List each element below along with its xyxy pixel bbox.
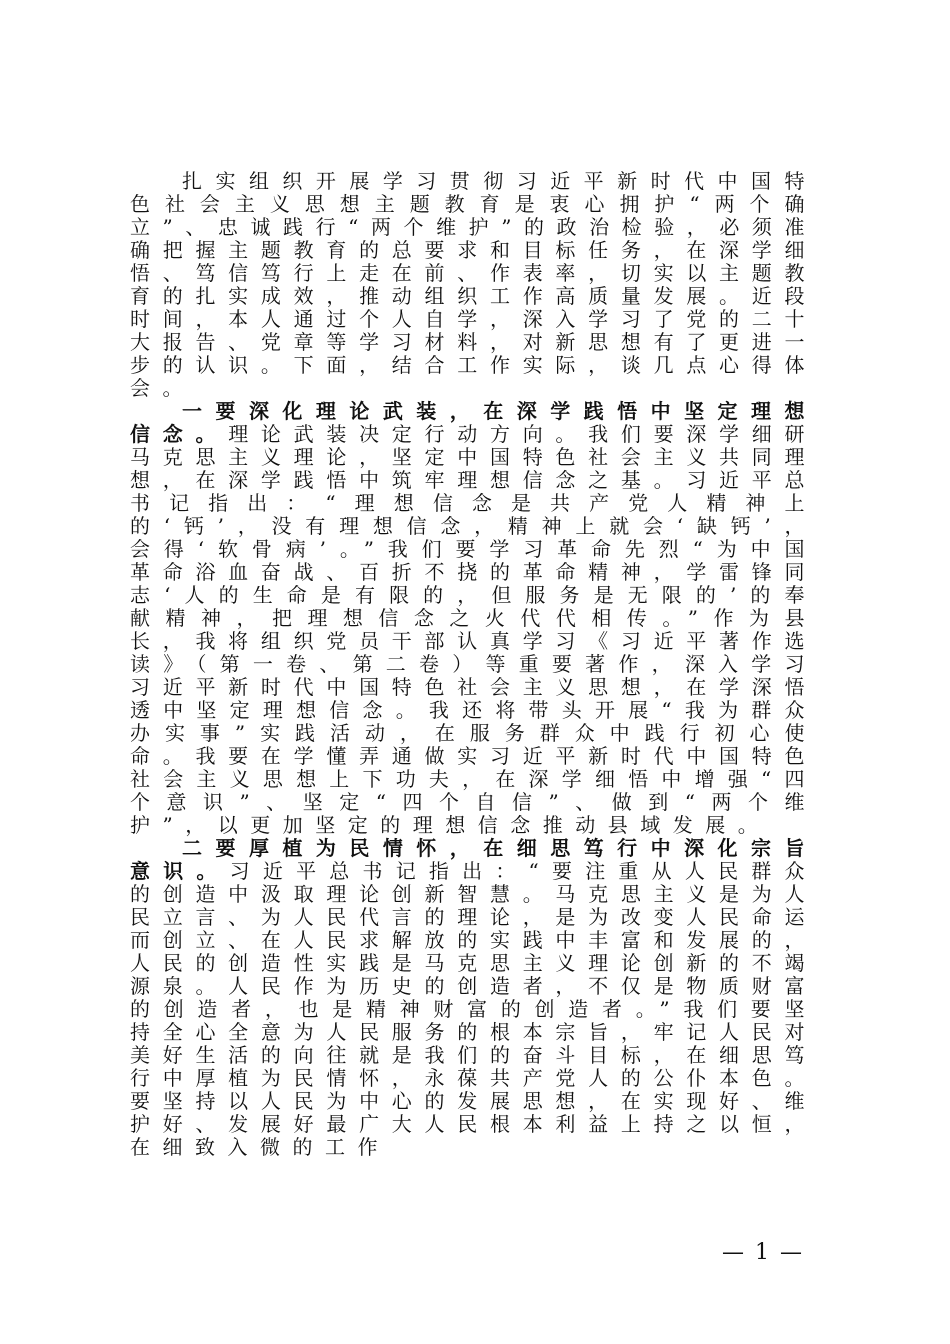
page-number: — 1 — — [722, 1240, 804, 1265]
paragraph-lead: 一要深化理论武装，在深学践悟中坚定理想信念。 — [130, 399, 817, 446]
paragraph-text: 习近平总书记指出：“要注重从人民群众的创造中汲取理论创新智慧。马克思主义是为人民立言、为人民代言的理论，是为改变人民命运而创立、在人民求解放的实践中丰富和发展的，人民的创造性实践是马克思主义理论创新的不竭源泉。人民作为历史的创造者，不仅是物质财富的创造者，也是精神财富的创造者。”我们要坚持全心全意为人民服务的根本宗旨，牢记人民对美好生活的向往就是我们的奋斗目标，在细思笃行中厚植为民情怀，永葆共产党人的公仆本色。要坚持以人民为中心的发展思想，在实现好、维护好、发展好最广大人民根本利益上持之以恒，在细致入微的工作 — [130, 859, 817, 1159]
body-text — [130, 170, 817, 1159]
paragraph-people — [130, 837, 817, 1159]
paragraph-text: 扎实组织开展学习贯彻习近平新时代中国特色社会主义思想主题教育是衷心拥护“两个确立”、忠诚践行“两个维护”的政治检验，必须准确把握主题教育的总要求和目标任务，在深学细悟、笃信笃行上走在前、作表率，切实以主题教育的扎实成效，推动组织工作高质量发展。近段时间，本人通过个人自学，深入学习了党的二十大报告、党章等学习材料，对新思想有了更进一步的认识。下面，结合工作实际，谈几点心得体会。 — [130, 169, 817, 400]
paragraph-intro — [130, 170, 817, 400]
paragraph-text: 理论武装决定行动方向。我们要深学细研马克思主义理论，坚定中国特色社会主义共同理想，在深学践悟中筑牢理想信念之基。习近平总书记指出：“理想信念是共产党人精神上的‘钙’，没有理想信念，精神上就会‘缺钙’，会得‘软骨病’。”我们要学习革命先烈“为中国革命浴血奋战、百折不挠的革命精神，学雷锋同志‘人的生命是有限的，但服务是无限的’的奉献精神，把理想信念之火代代相传。”作为县长，我将组织党员干部认真学习《习近平著作选读》（第一卷、第二卷）等重要著作，深入学习习近平新时代中国特色社会主义思想，在学深悟透中坚定理想信念。我还将带头开展“我为群众办实事”实践活动，在服务群众中践行初心使命。我要在学懂弄通做实习近平新时代中国特色社会主义思想上下功夫，在深学细悟中增强“四个意识”、坚定“四个自信”、做到“两个维护”，以更加坚定的理想信念推动县域发展。 — [130, 422, 818, 837]
paragraph-lead: 二要厚植为民情怀，在细思笃行中深化宗旨意识。 — [130, 836, 817, 883]
paragraph-theory — [130, 400, 817, 837]
